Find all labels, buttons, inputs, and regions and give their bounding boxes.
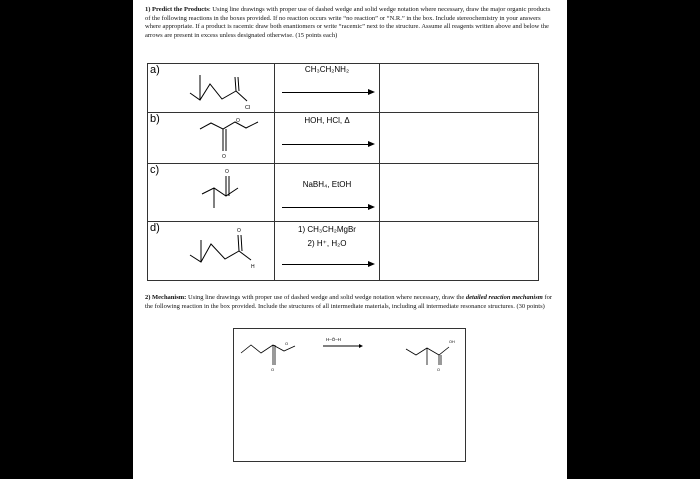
question-1-heading: 1) Predict the Products [145,6,209,13]
ketone-oxygen-label: O [225,169,229,175]
mechanism-answer-box[interactable] [233,328,466,462]
reactant-cell-d [148,222,275,281]
reagent-a: CH₃CH₂NH₂ [304,65,350,74]
product-box-b[interactable] [380,113,539,164]
product-box-a[interactable] [380,64,539,113]
molecule-ester [148,113,274,163]
reaction-row-c [148,164,539,222]
reaction-label-a: a) [150,64,160,76]
ester-oxygen-label: O [236,118,240,124]
reactant-cell-b [148,113,275,164]
aldehyde-oxygen-label: O [237,228,241,234]
reaction-row-d [148,222,539,281]
reaction-label-c: c) [150,164,160,176]
reactant-cell-c [148,164,275,222]
question-2-text-2: for the following reaction in the box provided. Include the structures of all intermediate materials, including all intermediate resonance structures. (30 points) [145,294,553,310]
aldehyde-hydrogen-label: H [251,264,255,270]
molecule-aldehyde [148,222,274,280]
worksheet-page [133,0,567,479]
reaction-arrow-c [282,207,373,208]
question-2-text-1: Using line drawings with proper use of dashed wedge and solid wedge notation where necessary, draw the [186,294,466,301]
mechanism-ester-oxygen: O [285,341,289,346]
reagent-b: HOH, HCl, Δ [304,116,350,125]
question-2-emphasis: detailed reaction mechanism [465,294,543,301]
mechanism-reagent-water: H–Ö–H [326,337,342,342]
reaction-arrow-a [282,92,373,93]
mechanism-product-carbonyl-oxygen: O [437,368,440,372]
mechanism-product-hydroxyl: OH [449,340,455,344]
product-box-d[interactable] [380,222,539,281]
reagent-cell-d [275,222,380,281]
question-2-heading: 2) Mechanism: [145,294,187,301]
reactant-cell-a [148,64,275,113]
chlorine-atom-label: Cl [245,105,251,111]
reagent-cell-c [275,164,380,222]
reaction-arrow-d [282,264,373,265]
question-1-instructions [145,6,555,40]
reagent-cell-b [275,113,380,164]
reaction-table [147,63,539,281]
reagent-c: NaBH₄, EtOH [302,180,352,189]
reaction-label-d: d) [150,222,160,234]
question-2-instructions [145,294,555,311]
mechanism-carbonyl-oxygen: O [271,367,275,372]
reaction-label-b: b) [150,113,160,125]
question-1-text: : Using line drawings with proper use of dashed wedge and solid wedge notation where necessary, draw the major organic products of the following reactions in the boxes provided. If no reaction occurs write “no reaction” or “N.R.” in the box. Include stereochemistry in your answers where appropriate. If a product is racemic draw both enantiomers or write “racemic” next to the structure. Assume all reagents written above and below the arrows are present in excess unless designated otherwise. (15 points each) [145,6,551,39]
reaction-row-a [148,64,539,113]
molecule-ketone [148,164,274,221]
reagent-d-step2: 2) H⁺, H₂O [307,239,347,248]
reagent-cell-a [275,64,380,113]
carbonyl-oxygen-label: O [222,154,226,160]
molecule-acyl-chloride [148,64,274,112]
reagent-d-step1: 1) CH₃CH₂MgBr [298,225,356,234]
reaction-row-b [148,113,539,164]
product-box-c[interactable] [380,164,539,222]
reaction-arrow-b [282,144,373,145]
